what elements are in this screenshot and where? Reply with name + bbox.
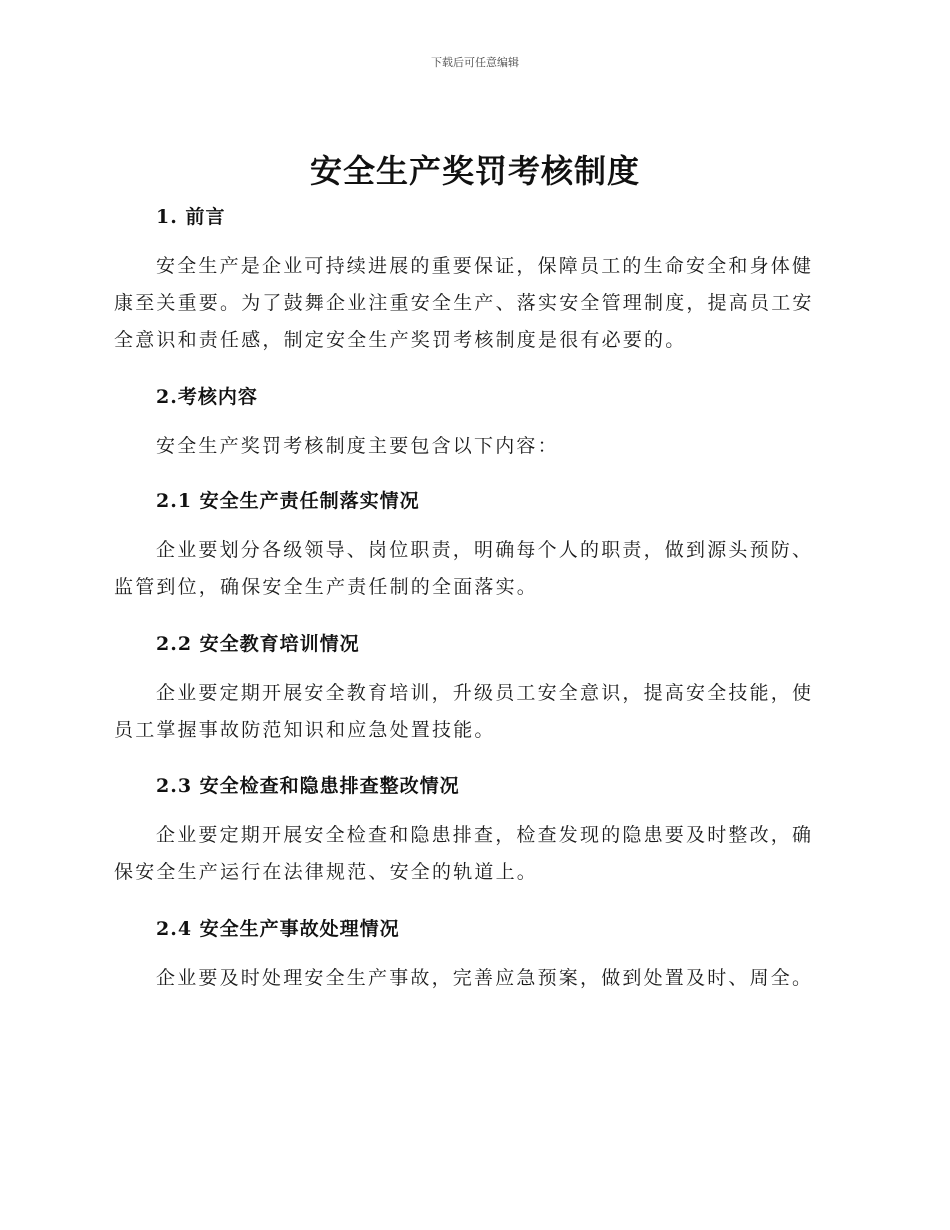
section-heading-assessment-content: 2.考核内容 <box>156 386 258 408</box>
section-heading-training: 2.2 安全教育培训情况 <box>156 633 360 655</box>
section-paragraph-training: 企业要定期开展安全教育培训，升级员工安全意识，提高安全技能，使员工掌握事故防范知识和应急处置技能。 <box>114 682 814 741</box>
section-heading-responsibility: 2.1 安全生产责任制落实情况 <box>156 490 420 512</box>
section-paragraph-responsibility: 企业要划分各级领导、岗位职责，明确每个人的职责，做到源头预防、监管到位，确保安全生产责任制的全面落实。 <box>114 539 814 598</box>
section-heading-preface: 1. 前言 <box>156 206 226 228</box>
section-heading-inspection: 2.3 安全检查和隐患排查整改情况 <box>156 775 460 797</box>
page-header-note: 下载后可任意编辑 <box>431 56 519 69</box>
document-title: 安全生产奖罚考核制度 <box>309 152 640 190</box>
section-paragraph-preface: 安全生产是企业可持续进展的重要保证，保障员工的生命安全和身体健康至关重要。为了鼓舞企业注重安全生产、落实安全管理制度，提高员工安全意识和责任感，制定安全生产奖罚考核制度是很有必要的。 <box>114 255 814 351</box>
section-paragraph-accident-handling: 企业要及时处理安全生产事故，完善应急预案，做到处置及时、周全。 <box>156 967 814 989</box>
section-paragraph-inspection: 企业要定期开展安全检查和隐患排查，检查发现的隐患要及时整改，确保安全生产运行在法律规范、安全的轨道上。 <box>114 824 814 883</box>
section-heading-accident-handling: 2.4 安全生产事故处理情况 <box>156 918 400 940</box>
section-paragraph-assessment-content: 安全生产奖罚考核制度主要包含以下内容： <box>156 435 559 457</box>
